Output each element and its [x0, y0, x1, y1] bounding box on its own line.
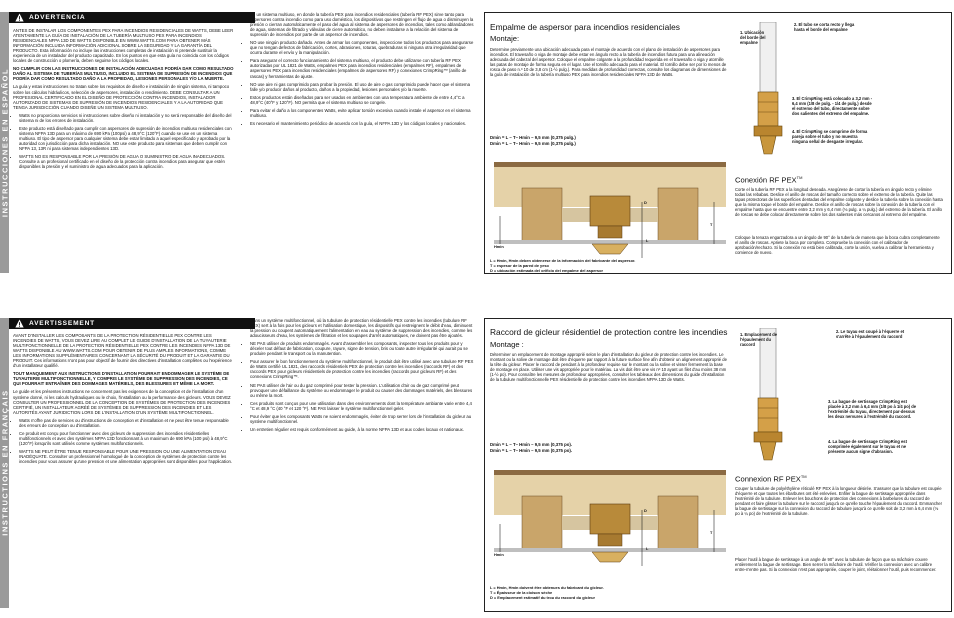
paragraph: ANTES DE INSTALAR LOS COMPONENTES PEX PARA INCENDIOS RESIDENCIALES DE WATTS, DEBE LEER ATENTAMENTE LA GUÍA DE INSTALACIÓN DE LA TUBERÍA MULTIUSO PEX PARA INCENDIOS RESIDENCIALES NFPA 13D DE WATTS DISPONIBLE EN WWW.WATTS.COM PARA OBTENER MÁS INFORMACIÓN INCLUIDA INFORMACIÓN ADICIONAL SOBRE LA SEGURIDAD Y LA GARANTÍA DEL PRODUCTO. Esta información no incluye las instrucciones completas de instalación ni pretende sustituir la experiencia de un instalador del producto capacitado. En los puntos en que esta guía no coincida con los códigos locales de construcción o plomería, deben seguirse los códigos locales.: [13, 28, 234, 64]
warning-icon: [15, 319, 24, 328]
section-heading: Raccord de gicleur résidentiel de protection contre les incendies: [490, 327, 728, 337]
fr-column-1: [13, 333, 235, 467]
diagram-label-t: T: [710, 222, 713, 227]
list-item: • Pour éviter que les composants Watts ne soient endommagés, éviter de trop serrer lors de l'installation du gicleur au système multifonctionnel.: [250, 414, 476, 424]
dimension-formula: [490, 135, 576, 146]
section-subheading: Montaje:: [490, 34, 520, 43]
list-item: • Es necesario el mantenimiento periódico de acuerdo con la guía, el NFPA 13D y los códigos locales y nacionales.: [250, 121, 476, 126]
legend-line: L = Hmin, Hmin doivent être obtenues du fabricant du gicleur.: [490, 585, 604, 590]
formula-line: Dmin = L – T– Hmin – 9,5 mm (0,375 po).: [490, 442, 572, 447]
dimension-formula: [490, 442, 572, 453]
sprinkler-diagram: [492, 158, 728, 268]
list-item: • Para evitar el daño a los componentes Watts, evite aplicar torsión excesiva cuando instale el aspersor en el sistema multiuso.: [250, 108, 476, 118]
sidebar-label: INSTRUCTIONS EN FRANÇAIS: [0, 389, 10, 536]
connection-text-2: Placer l'outil à bague de sertissage à un angle de 90° avec la tubulure de façon que sa mâchoire couvre entièrement la bague de sertissage. Bien serrer la mâchoire de l'outil. Vérifier la connexion avec un calibre entre-n'entre pas. Si la connexion n'est pas appropriée, couper le joint, réétalonner l'outil, puis recommencer.: [735, 557, 937, 573]
warning-banner: [9, 318, 255, 329]
warning-label: ADVERTENCIA: [29, 14, 86, 21]
list-item: • NO use ningún producto dañado. Antes de armar los componentes, inspeccione todos los productos para asegurarse que no tengan defectos de fabricación, cortes, abrasiones, roturas, quebraduras ni ninguna otra irregularidad que ocurra durante el envío y la manipulación.: [250, 40, 476, 55]
paragraph: La guía y estas instrucciones no tratan sobre los requisitos de diseño e instalación de ningún sistema, ni tampoco sobre los cálculos hidráulicos, selección de aspersores, instalación o rendimiento. DEBE CONSULTAR A UN PROFESIONAL CERTIFICADO EN EL DISEÑO DE PROTECCIÓN CONTRA INCENDIOS, INSTALADOR AUTORIZADO DE SISTEMAS DE SUPRESIÓN DE INCENDIOS RESIDENCIALES Y A LA AUTORIDAD QUE TENGA JURISDICCIÓN CUANDO DISEÑE UN SISTEMA MULTIUSO.: [13, 84, 230, 110]
diagram-label-d: D: [644, 508, 647, 513]
list-item: • Pour assurer le bon fonctionnement du système multifonctionnel, le produit doit être utilisé avec une tubulure RF PEX de Watts certifié UL 1821, des raccords résidentiels PEX de protection contre les incendies (raccords RF) et des raccords PEX pour gicleurs résidentiels de protection contre les incendies (raccords pour gicleurs RF) et des connexions CrimpRing™.: [250, 359, 476, 379]
paragraph-bold: TOUT MANQUEMENT AUX INSTRUCTIONS D'INSTALLATION POURRAIT ENDOMMAGER LE SYSTÈME DE TUYAUTERIE MULTIFONCTIONNELLE, Y COMPRIS LE SYSTÈME DE SUPPRESSION DES INCENDIES, CE QUI POURRAIT ENTRAÎNER DES DOMMAGES MATÉRIELS, DES BLESSURES ET MÊME LA MORT.: [13, 371, 230, 387]
list-item: • WATTS NE PEUT ÊTRE TENUE RESPONSABLE POUR UNE PRESSION OU UNE ALIMENTATION D'EAU INADÉQUATE. Consulter un professionnel homologué de la conception de systèmes de protection contre les incendies pour vous assurer qu'une pression et une alimentation appropriées sont disponibles pour l'application.: [19, 449, 235, 464]
diagram-label-t: T: [710, 530, 713, 535]
section-subheading: Montage :: [490, 340, 524, 349]
connection-text: Corte el la tubería RF PEX a la longitud deseada. Asegúrese de cortar la tubería en ángulo recto y elimine todas las rebabas. Deslice el anillo de roscas del tamaño correcto sobre el extremo de la tubería. Quite las tapas protectoras de las superficies dentadas del empalme colgante y deslice la tubería sobre la conexión hasta que la misma toque el borde del empalme. Deslice el anillo de roscas sobre la conexión de la tubería con el empalme hasta que se encuentre entre 3,2 mm y 6,4 mm (⅛ pulg. a ¼ pulg.) del extremo de la tubería. El anillo de roscas se debe colocar directamente sobre los dos salientes más cercanos al extremo del empalme.: [735, 187, 943, 218]
connection-title: Conexión RF PEX: [735, 175, 797, 185]
sprinkler-diagram: [492, 466, 728, 578]
trademark: TM: [796, 175, 803, 180]
warning-label: AVERTISSEMENT: [29, 320, 95, 327]
callout: 4. La bague de sertissage CrimpRing est comprimée également sur le tuyau et ne présente aucun signe d'abrasion.: [828, 439, 907, 454]
section-heading: Empalme de aspersor para incendios residenciales: [490, 22, 680, 32]
legend-line: T = Épaisseur de la cloison sèche: [490, 590, 553, 595]
es-column-2: [244, 12, 476, 129]
fitting-illustration: [736, 328, 800, 468]
list-item: • Watts n'offre pas de services ou d'instructions de conception et d'installation et ne peut être tenue responsable des erreurs de conception ou d'installation.: [19, 418, 235, 428]
diagram-label-hmin: Hmin: [494, 552, 504, 557]
connection-title: Connexion RF PEX: [735, 474, 801, 484]
callout: 2. Le tuyau est coupé à l'équerre et s'arrête à l'épaulement du raccord: [836, 329, 905, 339]
formula-line: Dmin = L – T– Hmin – 9,5 mm (0,375 pulg.): [490, 135, 576, 140]
mounting-text: Determine previamente una ubicación adecuada para el montaje de acuerdo con el plano de instalación de aspersores para incendios. El travesaño o viga de montaje debe estar en ángulo recto a la tubería de incendios futura para una alineación adecuada del cabezal del aspersor. Coloque el empalme colgante a la profundidad requerida en el travesaño o viga y atornille las patas de montaje de forma segura en el lugar. Use el tornillo adecuado para el material. El tornillo debe ser por lo menos de rosca de paso n.º 10 de 3,8 cm (1-½ pulg.). Para medidas de profundidad correctas, consulte los diagramas de dimensiones de la guía de instalación de la tubería multiuso PEX para incendios residenciales NFPA 13D de Watts.: [490, 47, 727, 78]
callout: 3. La bague de sertissage CrimpRing est placée à 3,2 mm à 6,4 mm (1/8 po à 1/4 po) de l'extrémité du tuyau, directement par-dessus les deux nervures à l'extrémité du raccord.: [828, 399, 917, 419]
list-item: • WATTS NO ES RESPONSABLE POR LA PRESIÓN DE AGUA O SUMINISTRO DE AGUA INADECUADOS. Consulte a un profesional certificado en el diseño de la protección contra incendios para asegurar que estén disponibles la presión y el suministro de agua adecuados para la aplicación.: [19, 154, 235, 169]
sidebar-spanish: [0, 12, 9, 273]
warning-banner: [9, 12, 255, 23]
formula-line: Dmin = L – T– Hmin – 9,5 mm (0,375 pulg.): [490, 140, 576, 146]
warning-icon: [15, 13, 24, 22]
legend-line: L = Hmin, Hmin deben obtenerse de la información del fabricante del aspersor.: [490, 258, 636, 263]
es-column-1: [13, 28, 235, 172]
sidebar-french: [0, 318, 9, 608]
paragraph-bold: NO CUMPLIR CON LAS INSTRUCCIONES DE INSTALACIÓN ADECUADAS PODRÍA DAR COMO RESULTADO DAÑO AL SISTEMA DE TUBERÍAS MULTIUSO, INCLUIDO EL SISTEMA DE SUPRESIÓN DE INCENDIOS QUE PODRÍA DAR COMO RESULTADO DAÑO A LA PROPIEDAD, LESIONES PERSONALES Y/O LA MUERTE.: [13, 66, 234, 82]
legend-line: D = Emplacement estimatif du trou du raccord du gicleur: [490, 595, 595, 600]
paragraph: Le guide et les présentes instructions ne concernent pas les exigences de la conception et de l'installation d'un système donné, ni les calculs hydrauliques ou le choix, l'installation ou la performance des gicleurs. VOUS DEVEZ CONSULTER UN PROFESSIONNEL DE LA CONCEPTION DE SYSTÈMES DE PROTECTION DES INCENDIES CERTIFIÉ, UN INSTALLATEUR AGRÉÉ DE SYSTÈMES DE SUPPRESSION DES INCENDIES ET LES AUTORITÉS AYANT JURIDICTION LORS DE L'INSTALLATION D'UN SYSTÈME MULTIFONCTIONNEL.: [13, 389, 231, 415]
list-item: • NE PAS utiliser de l'air ou du gaz comprimé pour tester la pression. L'utilisation d'air ou de gaz comprimé peut provoquer une défaillance du système ou endommager le produit ou causer des dommages matériels, des blessures ou même la mort.: [250, 383, 476, 398]
diagram-label-l: L: [646, 546, 649, 551]
connection-text: Couper la tubulure de polyéthylène réticulé RF PEX à la longueur désirée. S'assurer que la tubulure est coupée d'équerre et que toutes les ébarbures ont été enlevées. Enfiler la bague de sertissage appropriée dans l'extrémité de la tubulure. Enlever les bouchons de protection des connexions à barbelures du raccord de pendant et faire glisser la tubulure sur le raccord jusqu'à ce qu'elle touche l'épaulement du raccord. Emmancher la bague de sertissage sur la connexion du raccord de tubulure jusqu'à ce qu'elle soit de 3,2 mm à 6,4 mm (⅛ po à ¼ po) de l'extrémité de la tubulure.: [735, 486, 943, 517]
connection-heading: [735, 175, 802, 185]
diagram-legend: [490, 258, 730, 273]
callout: 2. El tubo se corta recto y llega hasta el borde del empalme: [794, 22, 855, 32]
callout: 4. El CrimpRing se comprime de forma pareja sobre el tubo y no muestra ninguna señal de desgaste irregular.: [792, 129, 868, 144]
diagram-label-l: L: [646, 238, 649, 243]
mounting-text: Déterminer un emplacement de montage approprié selon le plan d'installation du gicleur de protection contre les incendies. Le montant ou la solive de montage doit être d'équerre par rapport à la future surface fine afin d'obtenir un alignement approprié de la tête du gicleur. Placer le raccord de pendant à la profondeur requise sur le montant ou la solive et visser fermement la base de montage en place. Utiliser une vis appropriée pour le matériau. La vis doit être une vis nº 10 ayant un filet d'au moins 38 mm (1-½ po). Pour connaître les mesures de profondeur appropriées, consulter les tableaux des dimensions du guide d'installation de la tubulure multifonctionnelle PEX résidentielle de protection contre les incendies NFPA 13D de Watts.: [490, 352, 727, 383]
list-item: • NE PAS utiliser de produits endommagés. Avant d'assembler les composants, inspecter tous les produits pour y déceler tout défaut de fabrication, coupure, rayure, signe de tension, bris ou toute autre irrégularité qui aurait pu se produire pendant le transport ou la manutention.: [250, 341, 476, 356]
sidebar-label: INSTRUCCIONES EN ESPAÑOL: [0, 67, 10, 218]
diagram-legend: [490, 585, 730, 600]
trademark: TM: [800, 474, 807, 479]
connection-text-2: Coloque la tenaza engarzadora a un ángulo de 90° de la tubería de manera que la boca cubra completamente el anillo de roscas. Apriete la boca por completo. Compruebe la conexión con el calibrador de aprobación/rechazo. Si la conexión no está bien calibrada, corte la unión, vuelva a calibrar la herramienta y comience de nuevo.: [735, 235, 940, 256]
callout: 3. El CrimpRing está colocado a 3,2 mm - 6,4 mm (1/8 de pulg. - 1/4 de pulg.) desde el extremo del tubo, directamente sobre dos salientes del extremo del empalme.: [792, 96, 873, 116]
list-item: • En un sistema multiuso, en donde la tubería PEX para incendios residenciales (tubería RF PEX) sirve tanto para aspersores contra incendio como para uso doméstico, los dispositivos que restringen el flujo de agua o disminuyen la presión o cierran automáticamente el paso del agua al sistema de aspersores de incendios, tales como ablandadores de agua, sistemas de filtrado y válvulas de cierre automático, no deben instalarse a la relación del sistema de supresión de incendios por parte de un aspersor de incendios.: [250, 12, 476, 37]
list-item: • Este producto está diseñado para cumplir con aspersores de supresión de incendios multiuso residenciales con sistema NFPA 13D para un máximo de 690 kPa (100psi) a 48,9°C (120°F) cuando se use en un sistema multiuso. El tipo de aspersor para cualquier sistema debe estar limitado a aquel especificado y aprobado por la autoridad con jurisdicción para dicha instalación. NO use este producto para sistemas que deben cumplir con NFPA 13, 13R ni para sistemas independientes 13D.: [19, 126, 235, 151]
diagram-label-hmin: Hmin: [494, 244, 504, 249]
formula-line: Dmin = L – T– Hmin – 9,5 mm (0,375 po).: [490, 447, 572, 453]
list-item: • Ce produit est conçu pour fonctionner avec des gicleurs de suppression des incendies résidentielles multifonctionnels et avec des systèmes NFPA 13D fonctionnant à un maximum de 690 kPa (100 psi) à 48,9°C (120°F) lorsqu'ils sont utilisés comme systèmes multifonctionnels.: [19, 431, 235, 446]
list-item: • NO use aire ni gas comprimido para probar la presión. El uso de aire o gas comprimido puede hacer que el sistema falle y/o producir daños al producto, daños a la propiedad, lesiones personales y/o la muerte.: [250, 82, 476, 92]
fr-column-2: [244, 318, 476, 435]
callout: 1. Emplacement de l'épaulement du raccord: [740, 332, 778, 347]
legend-line: D = ubicación estimada del orificio del empalme del aspersor: [490, 268, 603, 273]
legend-line: T = espesor de la pared de yeso: [490, 263, 549, 268]
callout: 1. Ubicación del borde del empalme: [740, 30, 766, 45]
paragraph: AVANT D'INSTALLER LES COMPOSANTS DE LA PROTECTION RÉSIDENTIELLE PEX CONTRE LES INCENDIES DE WATTS, VOUS DEVEZ LIRE AU COMPLET LE GUIDE D'INSTALLATION DE LA TUYAUTERIE MULTIFONCTIONNELLE DE LA PROTECTION RÉSIDENTIELLE PEX CONTRE LES INCENDIES NFPA 13D DE WATTS DISPONIBLE AU WWW.WATTS.COM POUR OBTENIR DE PLUS AMPLES INFORMATIONS, COMME LES INFORMATIONS SUPPLÉMENTAIRES CONCERNANT LA SÉCURITÉ DU PRODUIT ET LA GARANTIE DU PRODUIT. Ces informations n'ont pas pour objectif de fournir des directives d'installation complètes ou l'expérience d'un installateur qualifié.: [13, 333, 232, 369]
list-item: • Un entretien régulier est requis conformément au guide, à la norme NFPA 13D et aux codes locaux et nationaux.: [250, 427, 476, 432]
list-item: • Ces produits sont conçus pour une utilisation dans des environnements dont la température ambiante varie entre 4,4 °C et 48,9 °C (40 °F et 120 °F). NE PAS laisser le système multifonctionnel geler.: [250, 401, 476, 411]
list-item: • Watts no proporciona servicios ni instrucciones sobre diseño ni instalación y no será responsable del diseño del sistema ni de los errores de instalación.: [19, 113, 235, 123]
list-item: • Dans un système multifonctionnel, où la tubulure de protection résidentielle PEX contre les incendies (tubulure RF PEX) sert à la fois pour les gicleurs et l'utilisation domestique, les dispositifs qui restreignent le débit d'eau, diminuent la pression ou coupent automatiquement l'alimentation en eau au système de suppression des incendies, comme les adoucisseurs d'eau, les systèmes de filtration et les soupapes d'arrêt automatiques, ne doivent pas être ajoutés.: [250, 318, 476, 338]
list-item: • Estos productos están diseñados para ser usados en ambientes con una temperatura ambiente de entre 4,4°C a 48,9°C (40°F y 120°F). NO permita que el sistema multiuso se congele.: [250, 95, 476, 105]
connection-heading: [735, 474, 807, 484]
diagram-label-d: D: [644, 200, 647, 205]
list-item: • Para asegurar el correcto funcionamiento del sistema multiuso, el producto debe utilizarse con tubería RF PEX autorizadas por UL 1821 de Watts, empalmes PEX para incendios residenciales (empalmes RF), empalmes de aspersores PEX para incendios residenciales (empalmes de aspersores RF) y conexiones CrimpRing™ (anillo de rascas) y herramientas de ajuste.: [250, 58, 476, 78]
